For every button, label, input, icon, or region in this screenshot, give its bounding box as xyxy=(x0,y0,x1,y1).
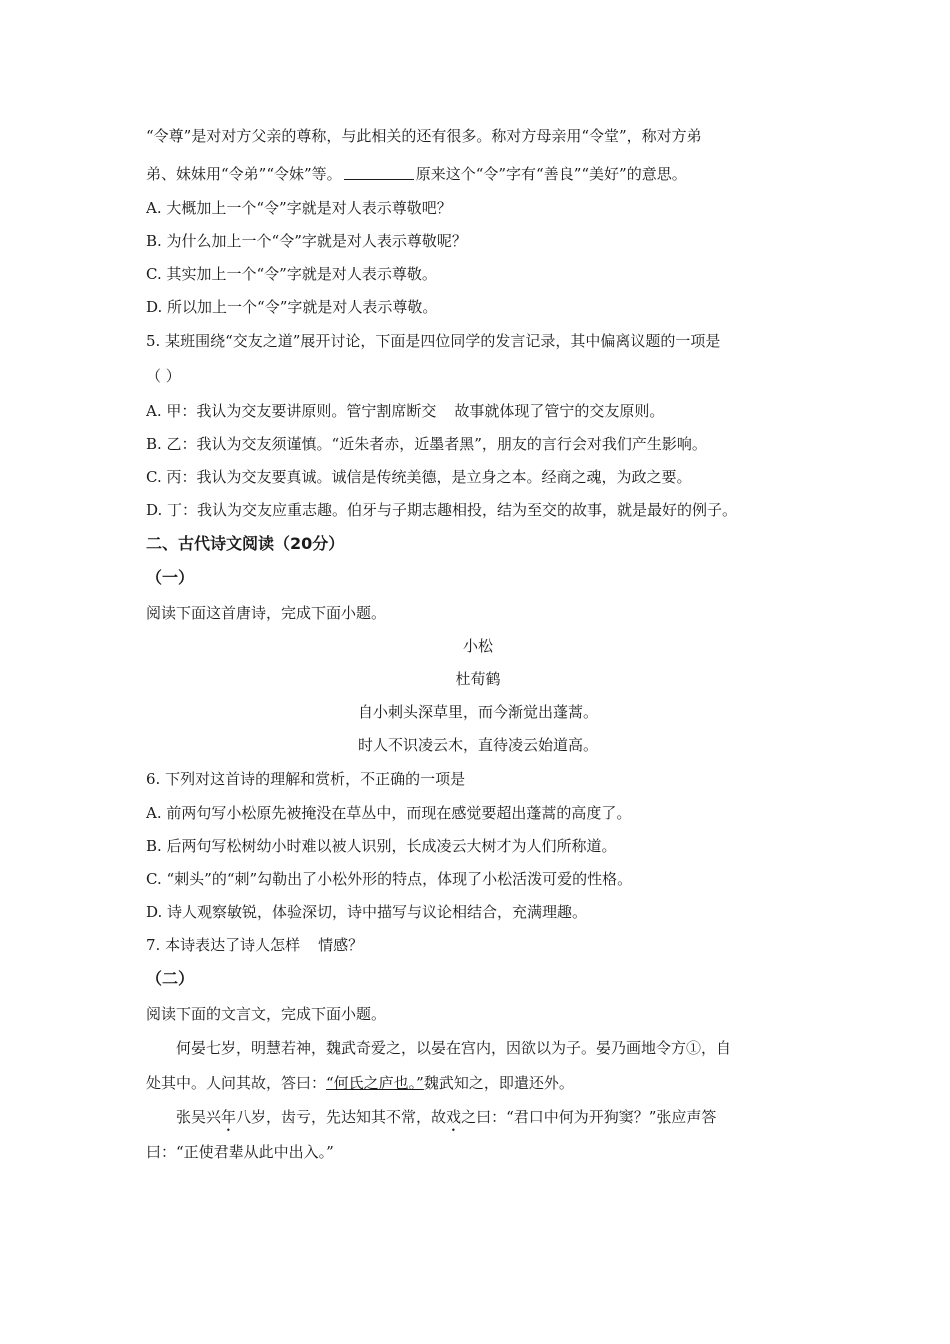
q7-stem-start: 7. 本诗表达了诗人怎样 xyxy=(146,936,301,954)
p2-text-b: 八岁，齿亏，先达知其不常，故 xyxy=(236,1108,447,1126)
p1-line-2-start: 处其中。人问其故，答曰： xyxy=(146,1074,327,1092)
q4-option-d: D. 所以加上一个“令”字就是对人表示尊敬。 xyxy=(146,298,438,316)
part-1-label: （一） xyxy=(146,568,195,587)
q7-stem-end: 情感？ xyxy=(318,936,364,954)
classical-p2-line-1 xyxy=(146,1107,810,1135)
part-2-label: （二） xyxy=(146,969,195,988)
q4-option-c: C. 其实加上一个“令”字就是对人表示尊敬。 xyxy=(146,265,437,283)
fill-in-blank[interactable] xyxy=(344,164,414,180)
q6-option-b: B. 后两句写松树幼小时难以被人识别，长成凌云大树才为人们所称道。 xyxy=(146,837,617,855)
p2-text-c: 之曰：“君口中何为开狗窦？”张应声答 xyxy=(461,1108,717,1126)
q6-stem: 6. 下列对这首诗的理解和赏析，不正确的一项是 xyxy=(146,770,466,788)
q6-option-c: C. “刺头”的“刺”勾勒出了小松外形的特点，体现了小松活泼可爱的性格。 xyxy=(146,870,633,888)
q5-option-b: B. 乙：我认为交友须谨慎。“近朱者赤，近墨者黑”，朋友的言行会对我们产生影响。 xyxy=(146,435,707,453)
q5-stem: 5. 某班围绕“交友之道”展开讨论，下面是四位同学的发言记录，其中偏离议题的一项是 xyxy=(146,332,721,350)
dotted-word-xi: 戏 xyxy=(446,1108,462,1126)
q4-option-b: B. 为什么加上一个“令”字就是对人表示尊敬呢？ xyxy=(146,232,467,250)
classical-p1-line-2 xyxy=(146,1073,810,1093)
intro-line-2-end: 原来这个“令”字有“善良”“美好”的意思。 xyxy=(415,165,687,183)
q7-stem xyxy=(146,935,810,955)
classical-p1-line-1: 何晏七岁，明慧若神，魏武奇爱之，以晏在宫内，因欲以为子。晏乃画地令方①，自 xyxy=(176,1039,732,1057)
intro-line-2 xyxy=(146,164,810,184)
poem-line-1: 自小刺头深草里，而今渐觉出蓬蒿。 xyxy=(357,703,598,721)
intro-line-1: “令尊”是对对方父亲的尊称，与此相关的还有很多。称对方母亲用“令堂”，称对方弟 xyxy=(146,127,702,145)
q5-option-c: C. 丙：我认为交友要真诚。诚信是传统美德，是立身之本。经商之魂，为政之要。 xyxy=(146,468,692,486)
p2-text-a: 张吴兴 xyxy=(176,1108,222,1126)
poem-line-2: 时人不识凌云木，直待凌云始道高。 xyxy=(357,736,598,754)
q6-option-d: D. 诗人观察敏锐，体验深切，诗中描写与议论相结合，充满理趣。 xyxy=(146,903,588,921)
underlined-quote: “何氏之庐也。” xyxy=(326,1074,424,1092)
part-1-instruction: 阅读下面这首唐诗，完成下面小题。 xyxy=(146,604,387,622)
p1-line-2-end: 魏武知之，即遣还外。 xyxy=(423,1074,574,1092)
poem-author: 杜荀鹤 xyxy=(455,670,501,688)
q5-option-a-end: 故事就体现了管宁的交友原则。 xyxy=(454,402,665,420)
q5-option-d: D. 丁：我认为交友应重志趣。伯牙与子期志趣相投，结为至交的故事，就是最好的例子。 xyxy=(146,501,738,519)
intro-line-2-start: 弟、妹妹用“令弟”“令妹”等。 xyxy=(146,165,342,183)
q5-answer-paren: （ ） xyxy=(146,367,181,385)
q4-option-a: A. 大概加上一个“令”字就是对人表示尊敬吧？ xyxy=(146,199,452,217)
poem-title: 小松 xyxy=(462,637,493,655)
part-2-instruction: 阅读下面的文言文，完成下面小题。 xyxy=(146,1005,387,1023)
section-2-title: 二、古代诗文阅读（20分） xyxy=(146,534,345,553)
dotted-word-nian: 年 xyxy=(221,1108,237,1126)
q5-option-a xyxy=(146,401,810,421)
q5-option-a-start: A. 甲：我认为交友要讲原则。管宁割席断交 xyxy=(146,402,437,420)
classical-p2-line-2: 曰：“正使君辈从此中出入。” xyxy=(146,1143,334,1161)
q6-option-a: A. 前两句写小松原先被掩没在草丛中，而现在感觉要超出蓬蒿的高度了。 xyxy=(146,804,632,822)
